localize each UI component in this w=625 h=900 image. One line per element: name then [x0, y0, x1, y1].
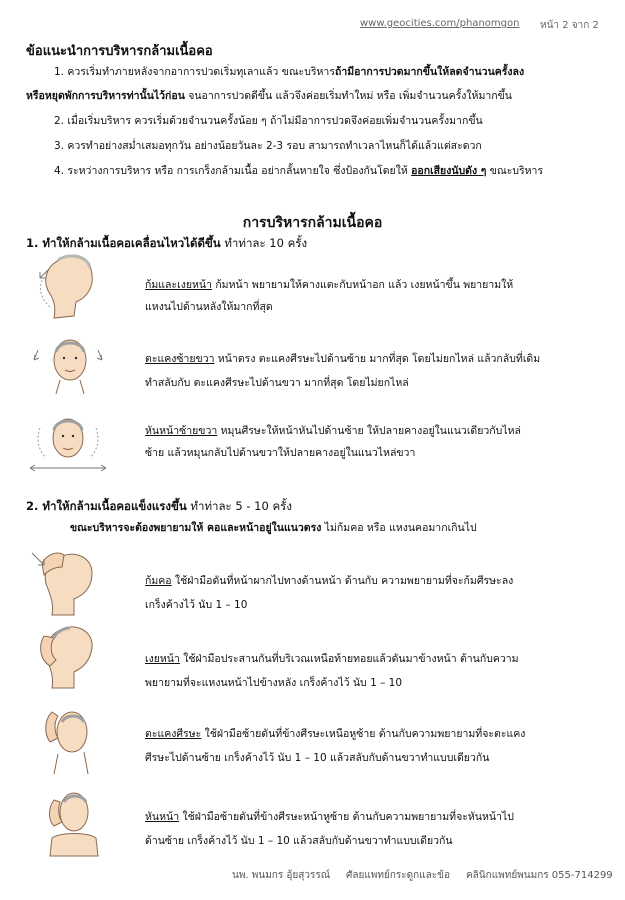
advice-item-1-bold: ถ้ามีอาการปวดมากขึ้นให้ลดจำนวนครั้งลง — [334, 66, 525, 78]
section-2-note-bold: ขณะบริหารจะต้องพยายามให้ คอและหน้าอยู่ในแนวตรง — [70, 522, 322, 534]
footer — [232, 868, 625, 883]
section-2-exercise-4 — [145, 807, 514, 827]
section-1-heading-bold: 1. ทำให้กล้ามเนื้อคอเคลื่อนไหวได้ดีขึ้น — [26, 236, 221, 250]
exercise-tilt-line-2: ทำสลับกับ ตะแคงศีรษะไปด้านขวา มากที่สุด โดยไม่ยกไหล่ — [145, 377, 409, 389]
section-2-exercise-3 — [145, 724, 525, 744]
section-2-note-rest: ไม่ก้มคอ หรือ แหงนคอมากเกินไป — [321, 522, 477, 534]
advice-item-1-line-1 — [54, 64, 524, 81]
exercise-nod-name: ก้มและเงยหน้า — [145, 279, 212, 291]
exercise-tilt-name: ตะแคงซ้ายขวา — [145, 353, 215, 365]
exercise-turn-line-1: หมุนศีรษะให้หน้าหันไปด้านซ้าย ให้ปลายคางอยู่ในแนวเดียวกับไหล่ — [217, 425, 521, 437]
exercise-press-forward-line-1: ใช้ฝ่ามือดันที่หน้าผากไปทางด้านหน้า ด้านกับ ความพยายามที่จะก้มศีรษะลง — [171, 575, 514, 587]
advice-item-4-text: 4. ระหว่างการบริหาร หรือ การเกร็งกล้ามเนื้อ อย่ากลั้นหายใจ ซึ่งป้องกันโดยให้ — [54, 165, 412, 177]
turn-head-illustration — [26, 410, 110, 476]
section-2-heading-bold: 2. ทำให้กล้ามเนื้อคอแข็งแรงขึ้น — [26, 499, 187, 513]
exercise-press-turn-line-2: ด้านซ้าย เกร็งค้างไว้ นับ 1 – 10 แล้วสลับกับด้านขวาทำแบบเดียวกัน — [145, 835, 453, 847]
exercise-press-side-line-2: ศีรษะไปด้านซ้าย เกร็งค้างไว้ นับ 1 – 10 แล้วสลับกับด้านขวาทำแบบเดียวกัน — [145, 752, 490, 764]
advice-item-1-bold-2: หรือหยุดพักการบริหารท่านั้นไว้ก่อน — [26, 90, 185, 102]
press-forehead-illustration — [28, 545, 108, 619]
section-2-heading — [26, 498, 292, 516]
section-2-exercise-1 — [145, 571, 513, 591]
footer-clinic: คลินิกแพทย์พนมกร 055-714299 — [465, 870, 613, 881]
exercise-press-forward-name: ก้มคอ — [145, 575, 172, 587]
page-number: หน้า 2 จาก 2 — [540, 20, 599, 31]
exercise-nod-line-1: ก้มหน้า พยายามให้คางแตะกับหน้าอก แล้ว เงยหน้าขึ้น พยายามให้ — [211, 279, 514, 291]
exercise-press-side-line-1: ใช้ฝ่ามือซ้ายดันที่ข้างศีรษะเหนือหูซ้าย ต้านกับความพยายามที่จะตะแคง — [201, 728, 526, 740]
exercise-tilt-line-1: หน้าตรง ตะแคงศีรษะไปด้านซ้าย มากที่สุด โดยไม่ยกไหล่ แล้วกลับที่เดิม — [214, 353, 541, 365]
exercise-press-turn-name: หันหน้า — [145, 811, 180, 823]
advice-title: ข้อแนะนำการบริหารกล้ามเนื้อคอ — [26, 44, 213, 59]
section-2-reps: ทำท่าละ 5 - 10 ครั้ง — [186, 499, 292, 513]
section-2-exercise-2 — [145, 649, 519, 669]
exercise-press-turn-line-1: ใช้ฝ่ามือซ้ายดันที่ข้างศีรษะหน้าหูซ้าย ต้านกับความพยายามที่จะหันหน้าไป — [179, 811, 514, 823]
exercise-nod-line-2: แหงนไปด้านหลังให้มากที่สุด — [145, 301, 273, 313]
advice-item-1-text: 1. ควรเริ่มทำภายหลังจากอาการปวดเริ่มทุเลาแล้ว ขณะบริหาร — [54, 66, 335, 78]
exercise-press-side-name: ตะแคงศีรษะ — [145, 728, 202, 740]
exercise-press-back-line-1: ใช้ฝ่ามือประสานกันที่บริเวณเหนือท้ายทอยแล้วดันมาข้างหน้า ต้านกับความ — [179, 653, 519, 665]
section-1-exercise-3 — [145, 421, 521, 441]
tilt-head-illustration — [30, 330, 106, 396]
exercise-press-forward-line-2: เกร็งค้างไว้ นับ 1 – 10 — [145, 599, 248, 611]
section-2-note — [70, 520, 477, 537]
footer-department: ศัลยแพทย์กระดูกและข้อ — [346, 870, 450, 881]
advice-item-1-line-2 — [26, 88, 512, 105]
press-back-illustration — [26, 616, 106, 692]
exercise-press-back-line-2: พยายามที่จะแหงนหน้าไปข้างหลัง เกร็งค้างไว้ นับ 1 – 10 — [145, 677, 403, 689]
section-1-exercise-1 — [145, 275, 513, 295]
header-url[interactable]: www.geocities.com/phanomgon — [360, 18, 520, 29]
nod-head-illustration — [28, 250, 108, 322]
exercise-turn-line-2: ซ้าย แล้วหมุนกลับไปด้านขวาให้ปลายคางอยู่ในแนวไหล่ขวา — [145, 447, 416, 459]
advice-item-4-underlined: ออกเสียงนับดัง ๆ — [411, 165, 487, 177]
advice-item-2: 2. เมื่อเริ่มบริหาร ควรเริ่มด้วยจำนวนครั้งน้อย ๆ ถ้าไม่มีอาการปวดจึงค่อยเพิ่มจำนวนครั้งมากขึ้น — [54, 115, 483, 127]
press-turn-illustration — [30, 782, 106, 858]
advice-item-4-end: ขณะบริหาร — [486, 165, 544, 177]
section-1-reps: ทำท่าละ 10 ครั้ง — [220, 236, 308, 250]
section-1-exercise-2 — [145, 349, 540, 369]
advice-item-1-text-2: จนอาการปวดดีขึ้น แล้วจึงค่อยเริ่มทำใหม่ หรือ เพิ่มจำนวนครั้งให้มากขึ้น — [184, 90, 512, 102]
press-side-illustration — [30, 700, 106, 776]
exercise-press-back-name: เงยหน้า — [145, 653, 180, 665]
main-title: การบริหารกล้ามเนื้อคอ — [242, 215, 383, 231]
exercise-turn-name: หันหน้าซ้ายขวา — [145, 425, 218, 437]
advice-item-3: 3. ควรทำอย่างสม่ำเสมอทุกวัน อย่างน้อยวันละ 2-3 รอบ สามารถทำเวลาไหนก็ได้แล้วแต่สะดวก — [54, 140, 482, 152]
advice-item-4 — [54, 163, 543, 180]
footer-doctor: นพ. พนมกร อุ้ยสุวรรณ์ — [232, 870, 331, 881]
